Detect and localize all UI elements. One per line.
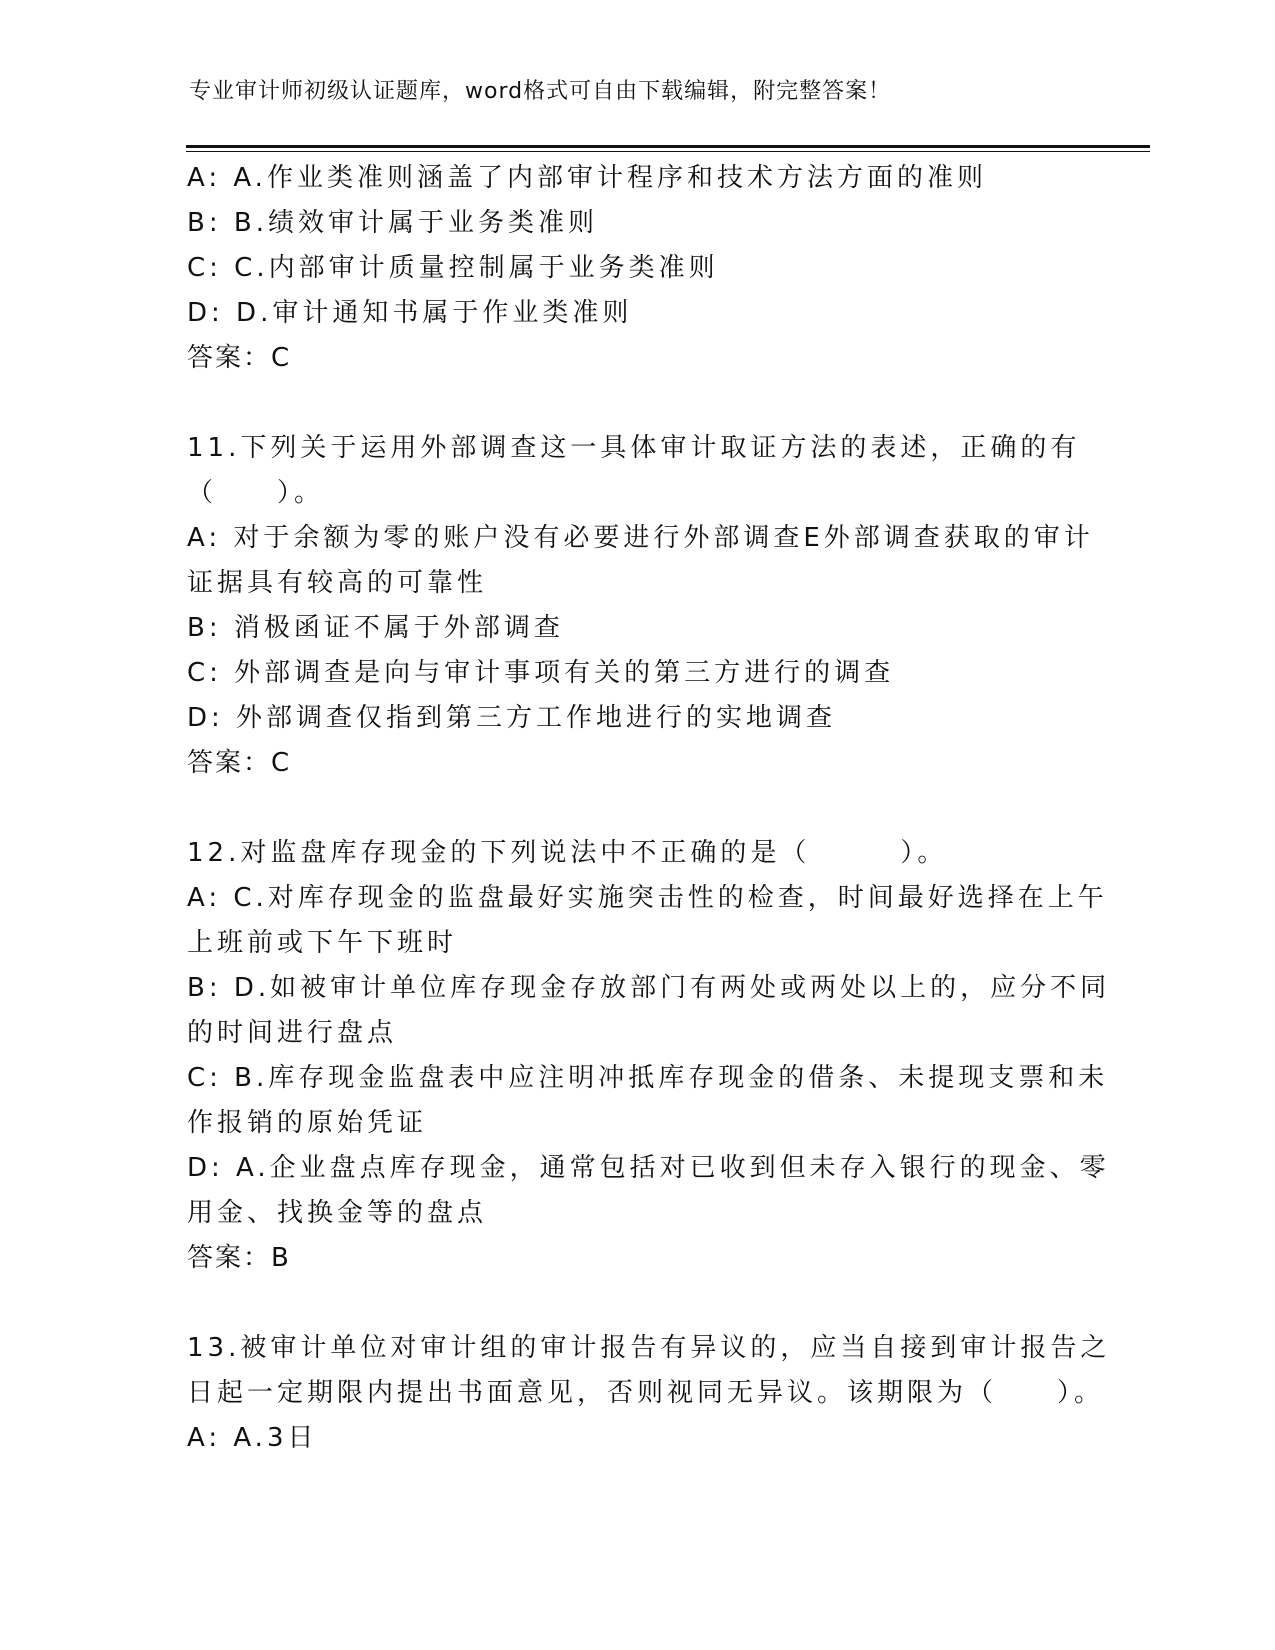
option-a: A: A.作业类准则涵盖了内部审计程序和技术方法方面的准则 <box>187 163 987 193</box>
option-a: A: A.3日 <box>187 1423 318 1453</box>
question-12 <box>187 831 1111 1281</box>
question-stem: 日起一定期限内提出书面意见，否则视同无异议。该期限为（ ）。 <box>187 1378 1105 1408</box>
option-a: A: 对于余额为零的账户没有必要进行外部调查E外部调查获取的审计 <box>187 523 1094 553</box>
option-d: D: D.审计通知书属于作业类准则 <box>187 298 633 328</box>
question-10-continued <box>187 156 1087 381</box>
question-stem: 11.下列关于运用外部调查这一具体审计取证方法的表述，正确的有 <box>187 433 1081 463</box>
option-d-continued: 用金、找换金等的盘点 <box>187 1198 488 1228</box>
option-b-continued: 的时间进行盘点 <box>187 1018 398 1048</box>
option-c: C: 外部调查是向与审计事项有关的第三方进行的调查 <box>187 658 895 688</box>
option-c: C: B.库存现金监盘表中应注明冲抵库存现金的借条、未提现支票和未 <box>187 1063 1109 1093</box>
header-divider-thin <box>186 151 1150 152</box>
header-divider-thick <box>186 145 1150 148</box>
question-stem: （ ）。 <box>187 478 325 508</box>
spacer <box>187 381 1087 426</box>
question-stem: 12.对监盘库存现金的下列说法中不正确的是（ ）。 <box>187 838 948 868</box>
option-c: C: C.内部审计质量控制属于业务类准则 <box>187 253 719 283</box>
option-d: D: 外部调查仅指到第三方工作地进行的实地调查 <box>187 703 837 733</box>
option-b: B: D.如被审计单位库存现金存放部门有两处或两处以上的，应分不同 <box>187 973 1111 1003</box>
option-b: B: B.绩效审计属于业务类准则 <box>187 208 598 238</box>
option-c-continued: 作报销的原始凭证 <box>187 1108 428 1138</box>
option-a-continued: 上班前或下午下班时 <box>187 928 458 958</box>
option-d: D: A.企业盘点库存现金，通常包括对已收到但未存入银行的现金、零 <box>187 1153 1110 1183</box>
option-b: B: 消极函证不属于外部调查 <box>187 613 564 643</box>
option-a-continued: 证据具有较高的可靠性 <box>187 568 488 598</box>
page-header: 专业审计师初级认证题库，word格式可自由下载编辑，附完整答案！ <box>189 79 892 104</box>
answer-line: 答案：C <box>187 343 292 373</box>
question-11 <box>187 426 1094 786</box>
spacer <box>187 786 1087 831</box>
question-list <box>187 156 1111 1461</box>
question-stem: 13.被审计单位对审计组的审计报告有异议的，应当自接到审计报告之 <box>187 1333 1111 1363</box>
option-a: A: C.对库存现金的监盘最好实施突击性的检查，时间最好选择在上午 <box>187 883 1108 913</box>
spacer <box>187 1281 1087 1326</box>
answer-line: 答案：C <box>187 748 292 778</box>
answer-line: 答案：B <box>187 1243 291 1273</box>
question-13 <box>187 1326 1111 1461</box>
